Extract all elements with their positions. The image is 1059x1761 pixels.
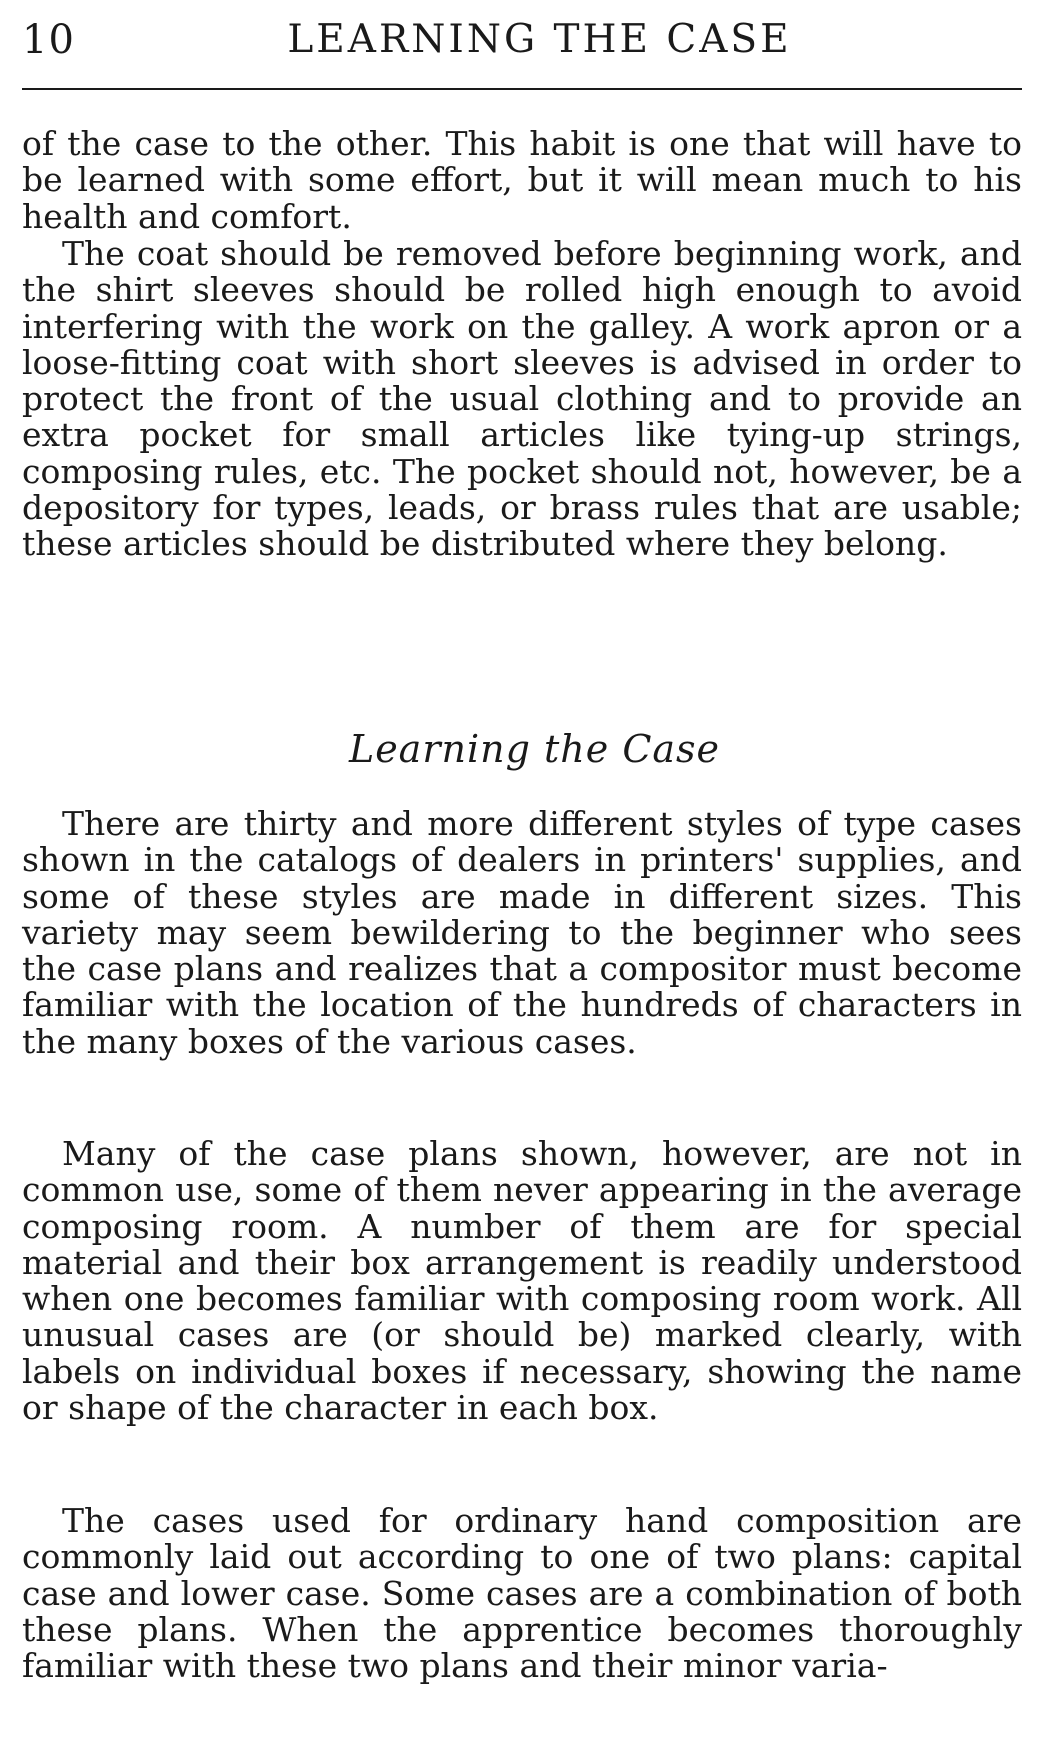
header-rule xyxy=(22,88,1022,90)
paragraph-work-clothing: The coat should be removed before beginning work, and the shirt sleeves should be rolled high enough to avoid interfering with the work on the galley. A work apron or a loose-fitting coat with short sleeves is advised in order to protect the front of the usual clothing and to provide an extra pocket for small articles like tying-up strings, composing rules, etc. The pocket should not, however, be a depository for types, leads, or brass rules that are usable; these articles should be distributed where they belong. xyxy=(22,234,1022,564)
running-head-title: LEARNING THE CASE xyxy=(287,17,792,62)
paragraph-case-plans: Many of the case plans shown, however, are not in common use, some of them never appearing in the average composing room. A number of them are for special material and their box arrangement is readily understood when one becomes familiar with composing room work. All unusual cases are (or should be) marked clearly, with labels on individual boxes if necessary, showing the name or shape of the character in each box. xyxy=(22,1134,1022,1428)
section-heading: Learning the Case xyxy=(348,727,721,771)
paragraph-case-styles: There are thirty and more different styles of type cases shown in the catalogs of dealers in printers' supplies, and some of these styles are made in different sizes. This variety may seem bewildering to the beginner who sees the case plans and realizes that a compositor must become familiar with the location of the hundreds of characters in the many boxes of the various cases. xyxy=(22,804,1022,1061)
paragraph-continuation: of the case to the other. This habit is one that will have to be learned with some effort, but it will mean much to his health and comfort. xyxy=(22,124,1022,236)
page-number: 10 xyxy=(22,17,75,63)
paragraph-ordinary-cases: The cases used for ordinary hand composition are commonly laid out according to one of two plans: capital case and lower case. Some cases are a combination of both these plans. When the apprentice becomes thoroughly familiar with these two plans and their minor varia- xyxy=(22,1501,1022,1686)
